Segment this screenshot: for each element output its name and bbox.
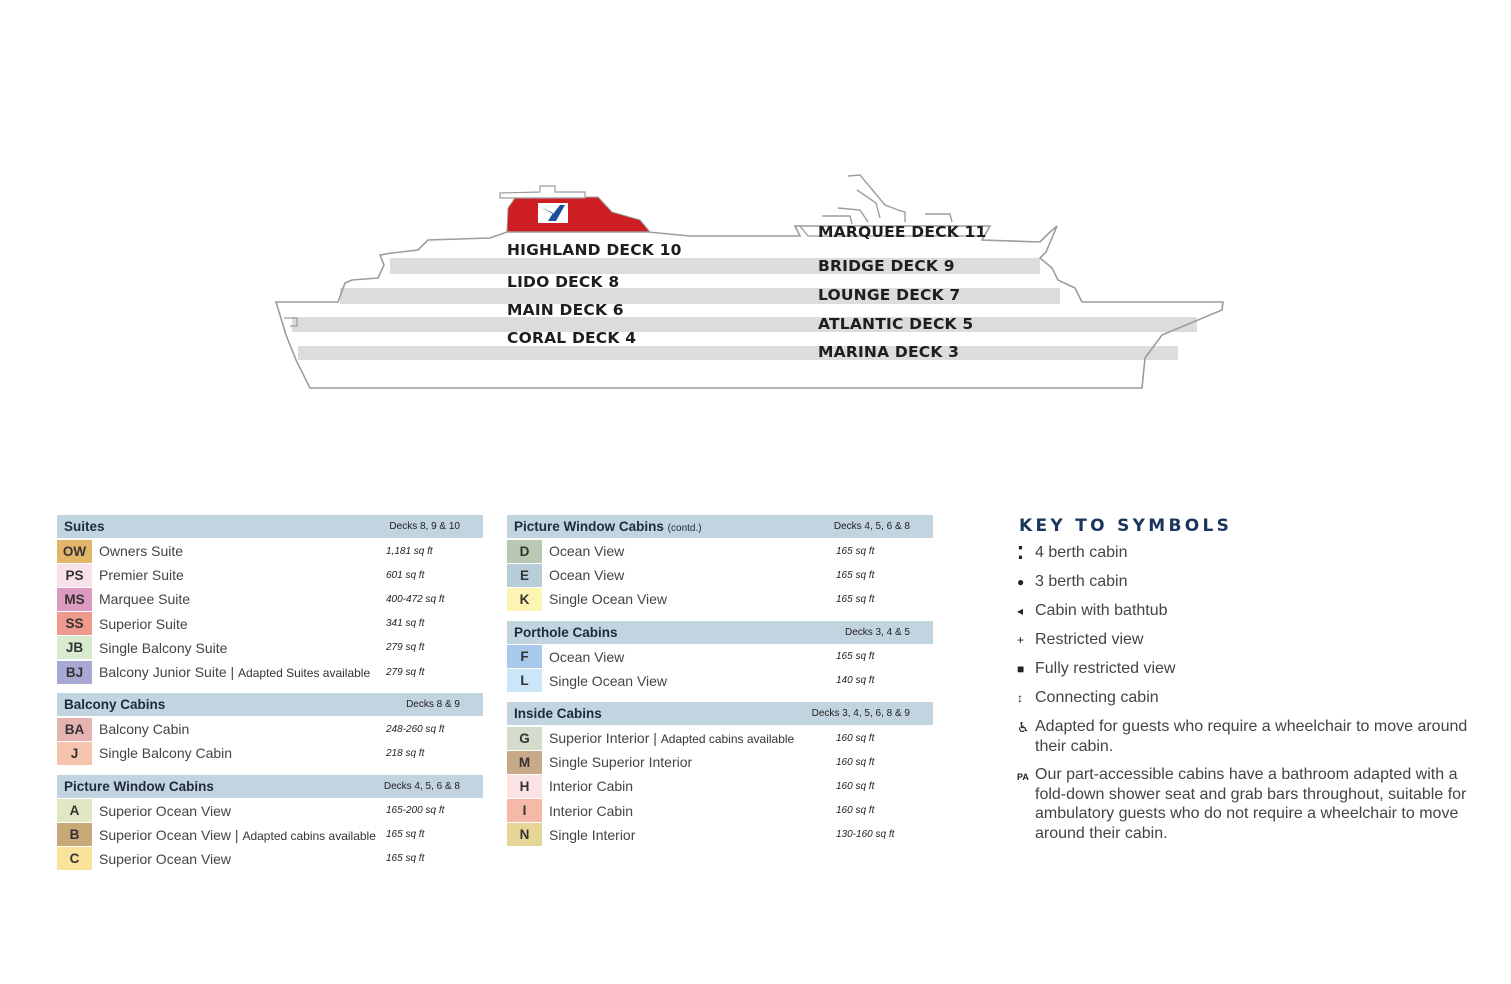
cabin-size: 165 sq ft [836, 593, 875, 605]
table-row [507, 799, 933, 823]
cabin-name: Single Ocean View [549, 591, 668, 608]
table-porthole [507, 621, 933, 693]
cabin-tables-middle [507, 515, 933, 847]
cabin-code-badge: MS [57, 588, 92, 611]
table-decks: Decks 8, 9 & 10 [389, 521, 460, 532]
table-row [57, 717, 483, 741]
key-item [1017, 765, 1477, 843]
table-header [507, 515, 933, 538]
cabin-note: Adapted cabins available [660, 732, 795, 747]
table-row [57, 636, 483, 660]
key-item [1017, 572, 1477, 592]
cabin-size: 160 sq ft [836, 756, 875, 768]
deck-label-marina: MARINA DECK 3 [818, 343, 960, 361]
key-to-symbols [1017, 516, 1477, 852]
cabin-size: 165 sq ft [836, 651, 875, 663]
cabin-size: 160 sq ft [836, 780, 875, 792]
table-title: Inside Cabins [514, 705, 602, 721]
cabin-name: Superior Ocean View [99, 850, 232, 867]
table-row [507, 774, 933, 798]
cabin-tables-left [57, 515, 483, 871]
cabin-code-badge: K [507, 588, 542, 611]
table-row [507, 587, 933, 611]
deck-label-highland: HIGHLAND DECK 10 [507, 241, 682, 259]
cabin-size: 165 sq ft [386, 829, 425, 841]
cabin-size: 279 sq ft [386, 666, 425, 678]
deck-label-coral: CORAL DECK 4 [507, 329, 637, 347]
cabin-size: 248-260 sq ft [386, 723, 445, 735]
key-item-text: Adapted for guests who require a wheelchair to move around their cabin. [1035, 718, 1468, 755]
cabin-size: 400-472 sq ft [386, 593, 445, 605]
key-item [1017, 659, 1477, 679]
table-header [507, 621, 933, 644]
table-row [57, 612, 483, 636]
table-row [57, 799, 483, 823]
cabin-size: 160 sq ft [836, 805, 875, 817]
fully-restricted-icon: ■ [1017, 662, 1025, 676]
cabin-code-badge: SS [57, 612, 92, 635]
cabin-name: Superior Interior | Adapted cabins available [549, 730, 795, 747]
key-item-text: Cabin with bathtub [1035, 602, 1168, 619]
table-title: Suites [64, 519, 105, 534]
hull-outline [276, 226, 1223, 388]
cabin-size: 130-160 sq ft [836, 829, 895, 841]
wheelchair-icon: ♿ [1017, 719, 1030, 735]
cabin-code-badge: H [507, 775, 542, 798]
key-item [1017, 601, 1477, 621]
table-decks: Decks 3, 4 & 5 [844, 626, 910, 638]
table-row [507, 750, 933, 774]
key-item [1017, 688, 1477, 708]
table-row [507, 823, 933, 847]
cabin-size: 218 sq ft [386, 747, 425, 759]
cabin-code-badge: PS [57, 564, 92, 587]
table-row [507, 645, 933, 669]
cabin-size: 165 sq ft [386, 853, 425, 865]
cabin-size: 165 sq ft [836, 569, 875, 581]
mast [822, 175, 952, 224]
table-title: Balcony Cabins [64, 697, 166, 713]
cabin-size: 165-200 sq ft [386, 805, 445, 817]
table-decks: Decks 4, 5, 6 & 8 [383, 780, 460, 792]
table-header [57, 775, 483, 798]
cabin-code-badge: F [507, 645, 542, 668]
cabin-name: Superior Ocean View [99, 802, 232, 819]
table-row [57, 823, 483, 847]
cabin-name: Single Ocean View [549, 672, 668, 689]
table-header [57, 515, 483, 538]
bathtub-icon: ◂ [1017, 604, 1024, 618]
cabin-name: Superior Suite [99, 615, 188, 632]
funnel [500, 186, 650, 232]
table-header [507, 702, 933, 725]
cabin-code-badge: D [507, 540, 542, 563]
cabin-code-badge: BJ [57, 661, 92, 684]
cabin-size: 279 sq ft [386, 642, 425, 654]
cabin-name: Interior Cabin [549, 802, 634, 819]
cabin-name: Ocean View [549, 648, 625, 665]
cabin-code-badge: JB [57, 636, 92, 659]
cabin-name: Owners Suite [99, 543, 184, 560]
cabin-size: 341 sq ft [386, 618, 425, 630]
cabin-code-badge: C [57, 847, 92, 870]
deck-label-lounge: LOUNGE DECK 7 [818, 286, 961, 304]
three-berth-icon: ● [1017, 575, 1025, 589]
table-balcony [57, 693, 483, 765]
table-title-suffix: (contd.) [667, 523, 702, 534]
table-row [57, 660, 483, 684]
cabin-note: Adapted Suites available [238, 666, 371, 681]
key-item [1017, 543, 1477, 563]
table-header [57, 693, 483, 716]
table-picture-window [57, 775, 483, 872]
cabin-name: Ocean View [549, 567, 625, 584]
deck-label-atlantic: ATLANTIC DECK 5 [818, 315, 974, 333]
cabin-code-badge: M [507, 751, 542, 774]
table-row [507, 669, 933, 693]
cabin-name: Single Balcony Cabin [99, 745, 233, 762]
deck-label-lido: LIDO DECK 8 [507, 273, 620, 291]
cabin-size: 140 sq ft [836, 675, 875, 687]
key-item [1017, 630, 1477, 650]
key-item-text: Fully restricted view [1035, 660, 1176, 677]
cabin-code-badge: A [57, 799, 92, 822]
part-accessible-icon: PA [1017, 772, 1029, 782]
cabin-name: Single Interior [549, 826, 636, 843]
table-title: Picture Window Cabins (contd.) [514, 519, 702, 534]
cabin-note: Adapted cabins available [242, 828, 376, 843]
table-row [57, 741, 483, 765]
stripe-main [292, 317, 1197, 332]
deck-label-bridge: BRIDGE DECK 9 [818, 257, 955, 275]
table-title: Picture Window Cabins [64, 778, 214, 794]
cabin-size: 165 sq ft [836, 545, 875, 557]
stripe-coral [298, 346, 1178, 360]
cabin-code-badge: I [507, 799, 542, 822]
cabin-code-badge: OW [57, 540, 92, 563]
four-berth-icon: ⁚ [1017, 543, 1024, 563]
table-row [57, 847, 483, 871]
cabin-size: 160 sq ft [836, 732, 875, 744]
cabin-name: Single Superior Interior [549, 754, 693, 771]
table-decks: Decks 3, 4, 5, 6, 8 & 9 [811, 707, 910, 719]
key-title: KEY TO SYMBOLS [1019, 516, 1233, 536]
cabin-name: Balcony Cabin [99, 721, 190, 738]
cabin-name: Marquee Suite [99, 591, 191, 608]
table-picture-window-contd [507, 515, 933, 612]
cabin-code-badge: E [507, 564, 542, 587]
cabin-name: Interior Cabin [549, 778, 634, 795]
table-row [507, 726, 933, 750]
cabin-code-badge: G [507, 727, 542, 750]
cabin-code-badge: B [57, 823, 92, 846]
deck-stripes [292, 258, 1197, 360]
key-item-text: 3 berth cabin [1035, 573, 1128, 590]
table-row [57, 539, 483, 563]
key-item-text: Connecting cabin [1035, 689, 1159, 706]
ship-profile [0, 0, 1511, 470]
cabin-code-badge: N [507, 823, 542, 846]
key-item-text: Restricted view [1035, 631, 1144, 648]
key-item [1017, 717, 1477, 756]
table-row [57, 563, 483, 587]
cabin-size: 1,181 sq ft [386, 545, 433, 557]
cabin-name: Balcony Junior Suite | Adapted Suites available [99, 664, 371, 681]
cabin-code-badge: J [57, 742, 92, 765]
cabin-size: 601 sq ft [386, 569, 425, 581]
table-decks: Decks 4, 5, 6 & 8 [833, 521, 910, 532]
table-inside [507, 702, 933, 847]
cabin-code-badge: L [507, 669, 542, 692]
table-suites [57, 515, 483, 684]
key-item-text: Our part-accessible cabins have a bathroom adapted with a fold-down shower seat and grab bars throughout, suitable for ambulatory guests who do not require a wheelchair to move around their cabin. [1035, 766, 1467, 842]
cabin-code-badge: BA [57, 718, 92, 741]
key-item-text: 4 berth cabin [1035, 544, 1128, 561]
table-row [57, 587, 483, 611]
cabin-name: Ocean View [549, 543, 625, 560]
table-decks: Decks 8 & 9 [406, 699, 460, 711]
cabin-name: Single Balcony Suite [99, 639, 228, 656]
connecting-cabin-icon: ↕ [1017, 691, 1023, 705]
table-row [507, 563, 933, 587]
table-row [507, 539, 933, 563]
deck-label-marquee: MARQUEE DECK 11 [818, 223, 987, 241]
table-title: Porthole Cabins [514, 624, 618, 640]
restricted-view-icon: + [1017, 633, 1025, 647]
deck-label-main: MAIN DECK 6 [507, 301, 624, 319]
cabin-name: Superior Ocean View | Adapted cabins available [99, 826, 376, 843]
cabin-name: Premier Suite [99, 567, 184, 584]
